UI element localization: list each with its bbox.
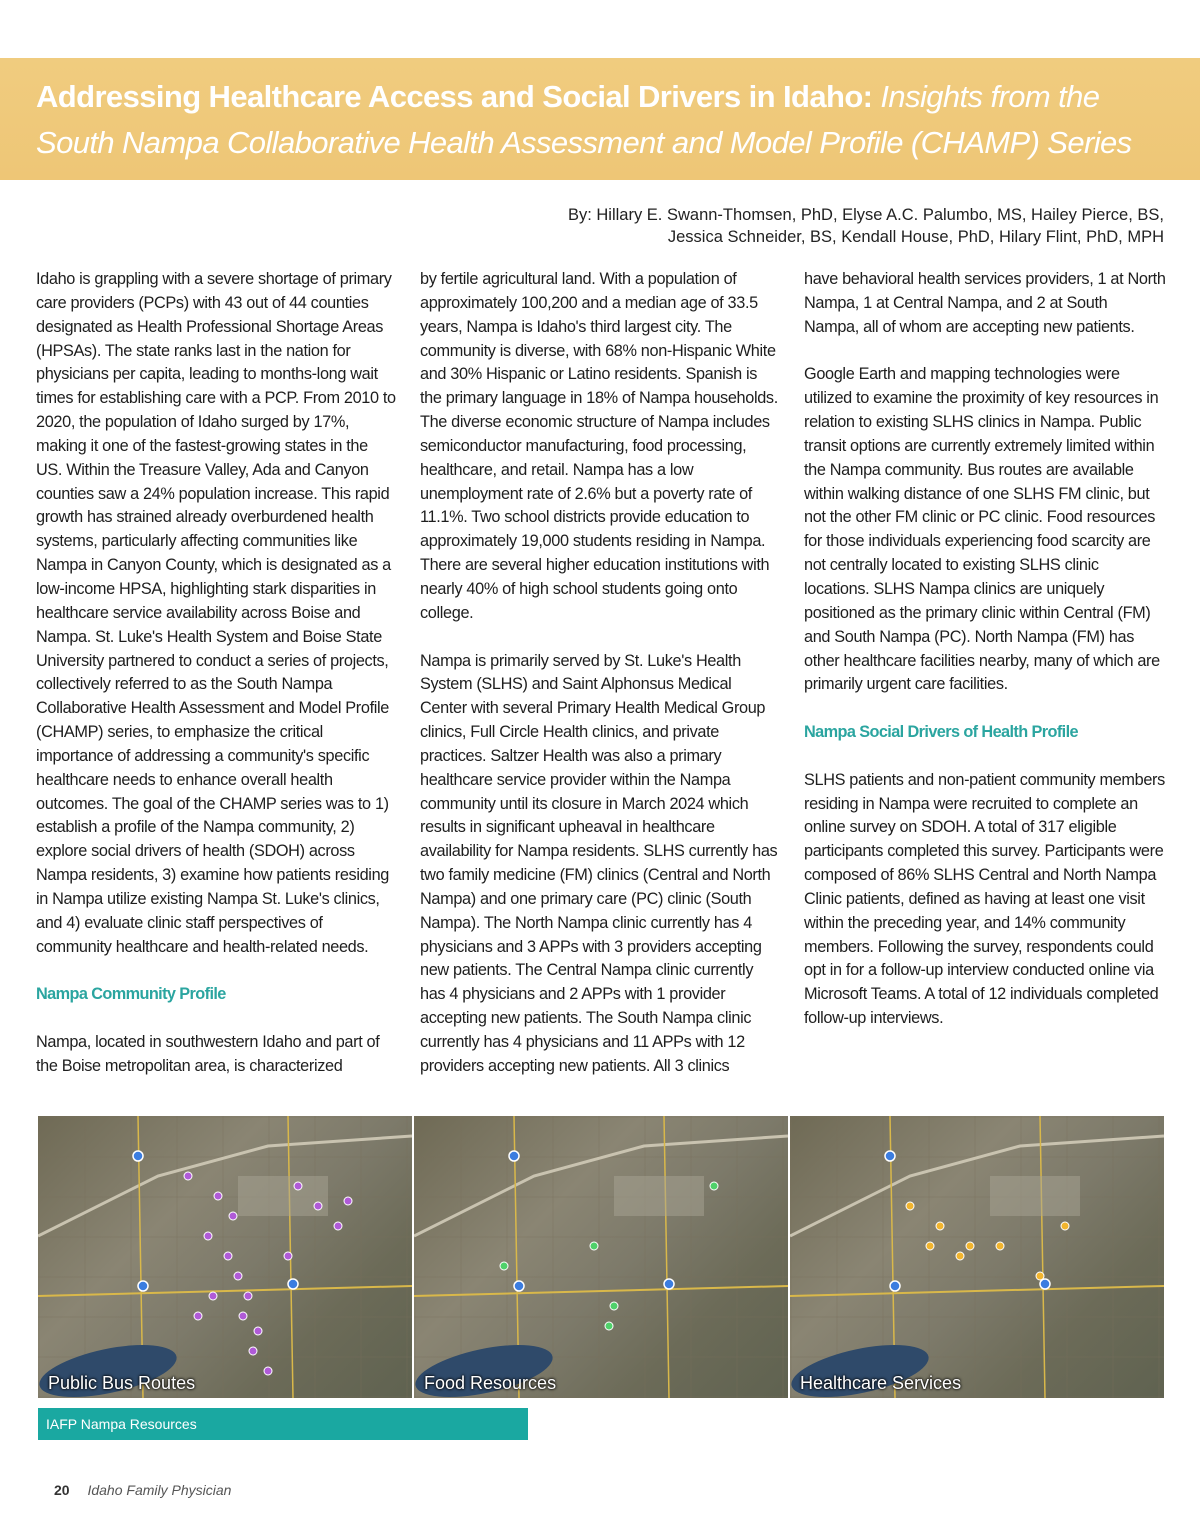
map-caption-bus-routes: Public Bus Routes [48,1373,196,1393]
section-label-bar: IAFP Nampa Resources [38,1408,528,1440]
map-marker-pin [610,1302,618,1310]
clinic-location-pin [664,1279,674,1289]
title-subtitle: Insights from the South Nampa Collaborative Health Assessment and Model Profile (CHAMP) Series [36,79,1132,160]
map-marker-pin [906,1202,914,1210]
map-marker-pin [209,1292,217,1300]
map-marker-pin [334,1222,342,1230]
page-footer [54,1482,231,1498]
map-marker-pin [284,1252,292,1260]
community-profile-paragraph-start: Nampa, located in southwestern Idaho and part of the Boise metropolitan area, is characterized [36,1033,380,1075]
map-marker-pin [249,1347,257,1355]
map-marker-pin [956,1252,964,1260]
map-marker-pin [264,1367,272,1375]
map-marker-pin [344,1197,352,1205]
map-caption-food-resources: Food Resources [424,1373,557,1393]
map-marker-pin [966,1242,974,1250]
map-marker-pin [239,1312,247,1320]
map-panel-food-resources [414,1116,788,1398]
clinic-location-pin [890,1281,900,1291]
clinic-location-pin [514,1281,524,1291]
map-marker-pin [194,1312,202,1320]
map-marker-pin [314,1202,322,1210]
map-marker-pin [294,1182,302,1190]
text-column-1 [36,268,398,1103]
section-heading-sdoh-profile: Nampa Social Drivers of Health Profile [804,723,1078,742]
map-panel-healthcare-services [790,1116,1164,1398]
clinic-location-pin [509,1151,519,1161]
community-profile-paragraph-cont: by fertile agricultural land. With a population of approximately 100,200 and a median age of 33.5 years, Nampa is Idaho's third largest city. The community is diverse, with 68% non-Hispanic White and 30% Hispanic or Latino residents. Spanish is the primary language in 18% of Nampa households. The diverse economic structure of Nampa includes semiconductor manufacturing, food processing, healthcare, and retail. Nampa has a low unemployment rate of 2.6% but a poverty rate of 11.1%. Two school districts provide education to approximately 19,000 students residing in Nampa. There are several higher education institutions with nearly 40% of high school students going onto college. [420,270,778,622]
map-marker-pin [204,1232,212,1240]
clinic-location-pin [288,1279,298,1289]
satellite-map-image [414,1116,788,1398]
clinic-location-pin [138,1281,148,1291]
map-marker-pin [710,1182,718,1190]
title-banner [0,58,1200,180]
map-marker-pin [234,1272,242,1280]
map-marker-pin [214,1192,222,1200]
map-marker-pin [590,1242,598,1250]
map-caption-healthcare-services: Healthcare Services [800,1373,962,1393]
sdoh-survey-paragraph: SLHS patients and non-patient community members residing in Nampa were recruited to complete an online survey on SDOH. A total of 317 eligible participants completed this survey. Participants were composed of 86% SLHS Central and North Nampa Clinic patients, defined as having at least one visit within the preceding year, and 14% community members. Following the survey, respondents could opt in for a follow-up interview conducted online via Microsoft Teams. A total of 12 individuals completed follow-up interviews. [804,770,1165,1028]
publication-name: Idaho Family Physician [87,1482,232,1498]
healthcare-providers-paragraph: Nampa is primarily served by St. Luke's Health System (SLHS) and Saint Alphonsus Medical Center with several Primary Health Medical Group clinics, Full Circle Health clinics, and private practices. Saltzer Health was also a primary healthcare service provider within the Nampa community until its closure in March 2024 which results in significant upheaval in healthcare availability for Nampa residents. SLHS currently has two family medicine (FM) clinics (Central and North Nampa) and one primary care (PC) clinic (South Nampa). The North Nampa clinic currently has 4 physicians and 3 APPs with 3 providers accepting new patients. The Central Nampa clinic currently has 4 physicians and 2 APPs with 1 provider accepting new patients. The South Nampa clinic currently has 4 physicians and 11 APPs with 12 providers accepting new patients. All 3 clinics [420,651,778,1075]
title-main: Addressing Healthcare Access and Social Drivers in Idaho: [36,79,873,114]
map-figure [38,1116,1164,1398]
map-marker-pin [996,1242,1004,1250]
clinic-location-pin [133,1151,143,1161]
behavioral-health-paragraph: have behavioral health services providers, 1 at North Nampa, 1 at Central Nampa, and 2 at South Nampa, all of whom are accepting new patients. [804,270,1166,336]
byline-line-1: By: Hillary E. Swann-Thomsen, PhD, Elyse A.C. Palumbo, MS, Hailey Pierce, BS, [567,206,1164,224]
map-marker-pin [926,1242,934,1250]
map-marker-pin [605,1322,613,1330]
intro-paragraph: Idaho is grappling with a severe shortage of primary care providers (PCPs) with 43 out of 44 counties designated as Health Professional Shortage Areas (HPSAs). The state ranks last in the nation for physicians per capita, leading to months-long wait times for establishing care with a PCP. From 2010 to 2020, the population of Idaho surged by 17%, making it one of the fastest-growing states in the US. Within the Treasure Valley, Ada and Canyon counties saw a 24% population increase. This rapid growth has strained already overburdened health systems, particularly affecting communities like Nampa in Canyon County, which is designated as a low-income HPSA, highlighting stark disparities in healthcare service availability across Boise and Nampa. St. Luke's Health System and Boise State University partnered to conduct a series of projects, collectively referred to as the South Nampa Collaborative Health Assessment and Model Profile (CHAMP) series, to emphasize the critical importance of addressing a community's specific healthcare needs to enhance overall health outcomes. The goal of the CHAMP series was to 1) establish a profile of the Nampa community, 2) explore social drivers of health (SDOH) across Nampa residents, 3) examine how patients residing in Nampa utilize existing Nampa St. Luke's clinics, and 4) evaluate clinic staff perspectives of community healthcare and health-related needs. [36,270,396,956]
map-marker-pin [936,1222,944,1230]
map-panel-bus-routes [38,1116,412,1398]
author-byline [404,204,1164,248]
mapping-paragraph: Google Earth and mapping technologies were utilized to examine the proximity of key resources in relation to existing SLHS clinics in Nampa. Public transit options are currently extremely limited within the Nampa community. Bus routes are available within walking distance of one SLHS FM clinic, but not the other FM clinic or PC clinic. Food resources for those individuals experiencing food scarcity are not centrally located to existing SLHS clinic locations. SLHS Nampa clinics are uniquely positioned as the primary clinic within Central (FM) and South Nampa (PC). North Nampa (FM) has other healthcare facilities nearby, many of which are primarily urgent care facilities. [804,365,1160,694]
text-column-2 [420,268,782,1103]
map-marker-pin [244,1292,252,1300]
byline-line-2: Jessica Schneider, BS, Kendall House, PhD, Hilary Flint, PhD, MPH [667,228,1164,246]
map-marker-pin [224,1252,232,1260]
map-marker-pin [500,1262,508,1270]
clinic-location-pin [885,1151,895,1161]
map-marker-pin [229,1212,237,1220]
text-column-3 [804,268,1166,1055]
article-title [36,74,1164,166]
map-marker-pin [1061,1222,1069,1230]
map-marker-pin [254,1327,262,1335]
section-heading-community-profile: Nampa Community Profile [36,985,226,1004]
page-number: 20 [54,1482,70,1498]
satellite-map-image [38,1116,412,1398]
clinic-location-pin [1040,1279,1050,1289]
satellite-map-image [790,1116,1164,1398]
map-marker-pin [184,1172,192,1180]
